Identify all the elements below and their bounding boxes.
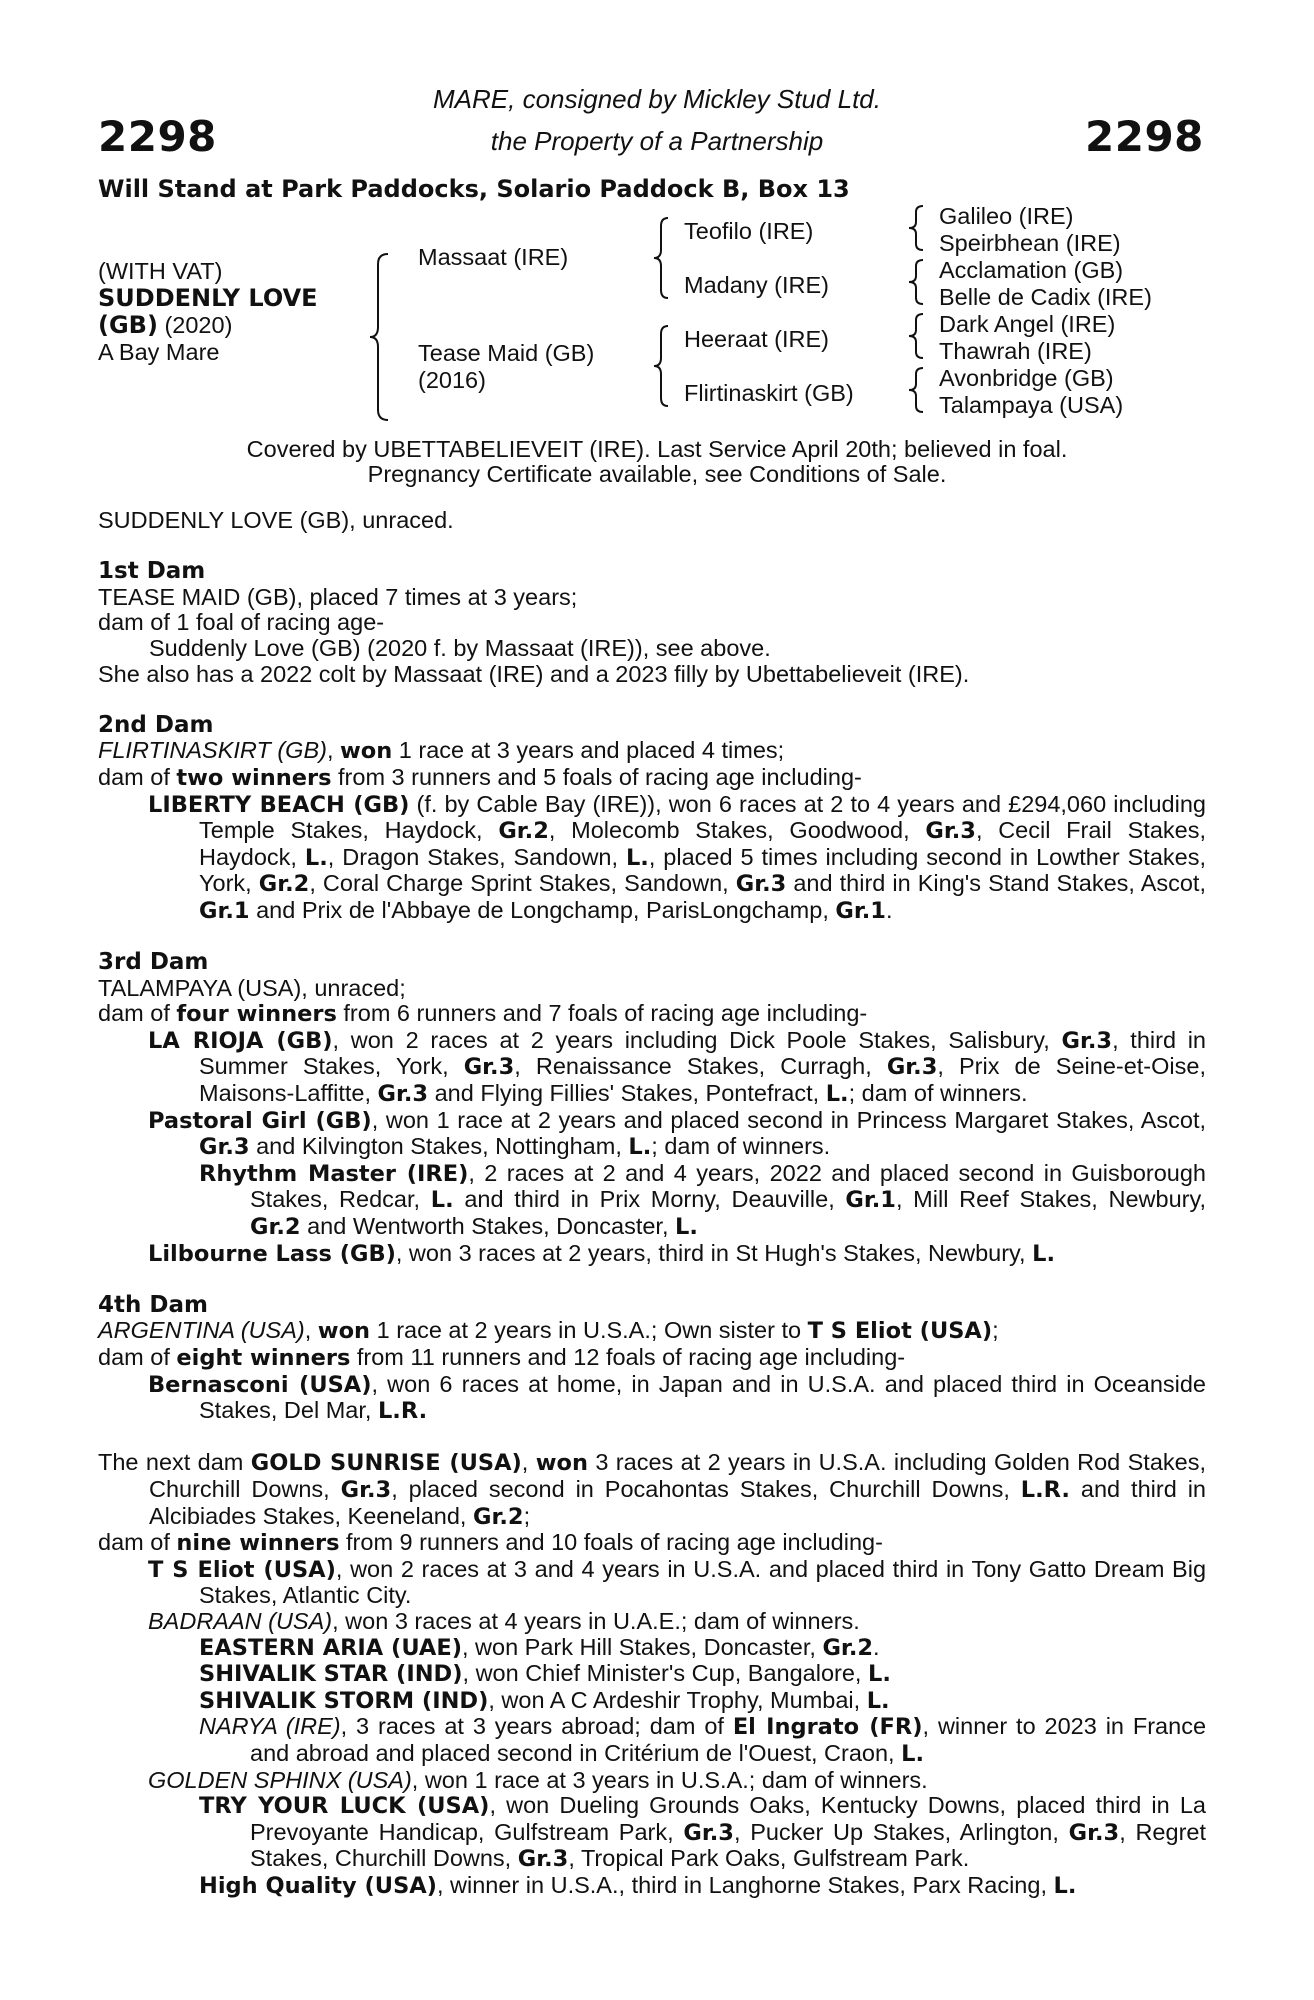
entry-name: Pastoral Girl (GB): [148, 1107, 372, 1134]
next-dam-entry: SHIVALIK STORM (IND), won A C Ardeshir Trophy, Mumbai, L.: [199, 1686, 890, 1714]
pedigree-brace-g1: [907, 204, 927, 252]
pedigree-brace-main: [368, 252, 392, 422]
entry-name: LIBERTY BEACH (GB): [148, 791, 410, 818]
entry-name: Rhythm Master (IRE): [199, 1160, 469, 1187]
next-dam-entry: GOLDEN SPHINX (USA), won 1 race at 3 years in U.S.A.; dam of winners.: [148, 1766, 928, 1793]
dam3-entry: Rhythm Master (IRE), 2 races at 2 and 4 years, 2022 and placed second in Guisborough Stakes, Redcar, L. and third in Prix Morny, Deauville, Gr.1, Mill Reef Stakes, Newbury, Gr.2 and Wentworth Stakes, Doncaster, L.: [199, 1159, 1207, 1241]
entry-name: High Quality (USA): [199, 1872, 437, 1899]
pedigree-gen3-5: Dark Angel (IRE): [939, 311, 1116, 337]
pedigree-gen3-3: Acclamation (GB): [939, 257, 1124, 283]
pedigree-sire-dam: Madany (IRE): [684, 272, 829, 298]
intro-line: SUDDENLY LOVE (GB), unraced.: [98, 507, 454, 533]
entry-name: TRY YOUR LUCK (USA): [199, 1793, 490, 1820]
catalogue-body: [98, 508, 1206, 1899]
pedigree-gen3-1: Galileo (IRE): [939, 203, 1074, 229]
pedigree-brace-dam: [652, 324, 672, 408]
entry-name: SHIVALIK STAR (IND): [199, 1661, 463, 1688]
pedigree-brace-g2: [907, 258, 927, 306]
pedigree-gen3-8: Talampaya (USA): [939, 392, 1124, 418]
pregnancy-note: Pregnancy Certificate available, see Conditions of Sale.: [367, 461, 947, 487]
horse-name: SUDDENLY LOVE: [98, 284, 318, 312]
dam4-entry: Bernasconi (USA), won 6 races at home, in Japan and in U.S.A. and placed third in Oceanside Stakes, Del Mar, L.R.: [148, 1370, 1206, 1425]
entry-name: Bernasconi (USA): [148, 1371, 372, 1398]
dam3-produce-summary: dam of four winners from 6 runners and 7 foals of racing age including-: [98, 1000, 868, 1028]
horse-origin-year: [98, 312, 232, 339]
dam1-foals: dam of 1 foal of racing age-: [98, 609, 385, 636]
pedigree-dam-dam: Flirtinaskirt (GB): [684, 380, 854, 406]
dam4-produce-summary: dam of eight winners from 11 runners and 12 foals of racing age including-: [98, 1344, 906, 1371]
dam4-line: ARGENTINA (USA), won 1 race at 2 years in U.S.A.; Own sister to T S Eliot (USA);: [98, 1317, 999, 1345]
lot-number-left: 2298: [98, 112, 217, 161]
entry-name: BADRAAN (USA): [148, 1607, 333, 1634]
next-dam-entry: EASTERN ARIA (UAE), won Park Hill Stakes, Doncaster, Gr.2.: [199, 1633, 880, 1661]
covering-note: Covered by UBETTABELIEVEIT (IRE). Last Service April 20th; believed in foal.: [246, 436, 1068, 462]
pedigree-brace-sire: [652, 216, 672, 300]
horse-origin: (GB): [98, 311, 158, 339]
dam2-line: FLIRTINASKIRT (GB), won 1 race at 3 years and placed 4 times;: [98, 737, 785, 765]
entry-name: EASTERN ARIA (UAE): [199, 1634, 462, 1661]
entry-name: T S Eliot (USA): [148, 1556, 336, 1583]
pedigree-gen3-7: Avonbridge (GB): [939, 365, 1114, 391]
next-dam-entry: SHIVALIK STAR (IND), won Chief Minister's Cup, Bangalore, L.: [199, 1660, 891, 1688]
dam1-heading: 1st Dam: [98, 558, 206, 585]
next-dam-entry: High Quality (USA), winner in U.S.A., third in Langhorne Stakes, Parx Racing, L.: [199, 1871, 1077, 1899]
dam1-produce: Suddenly Love (GB) (2020 f. by Massaat (IRE)), see above.: [149, 634, 771, 661]
dam3-heading: 3rd Dam: [98, 949, 209, 976]
horse-year: (2020): [157, 312, 233, 338]
dam2-entry: LIBERTY BEACH (GB) (f. by Cable Bay (IRE)), won 6 races at 2 to 4 years and £294,060 including Temple Stakes, Haydock, Gr.2, Molecomb Stakes, Goodwood, Gr.3, Cecil Frail Stakes, Haydock, L., Dragon Stakes, Sandown, L., placed 5 times including second in Lowther Stakes, York, Gr.2, Coral Charge Sprint Stakes, Sandown, Gr.3 and third in King's Stand Stakes, Ascot, Gr.1 and Prix de l'Abbaye de Longchamp, ParisLongchamp, Gr.1.: [148, 790, 1206, 924]
next-dam-line: The next dam GOLD SUNRISE (USA), won 3 races at 2 years in U.S.A. including Golden Rod Stakes, Churchill Downs, Gr.3, placed second in Pocahontas Stakes, Churchill Downs, L.R. and third in Alcibiades Stakes, Keeneland, Gr.2;: [98, 1449, 1207, 1530]
entry-name: SHIVALIK STORM (IND): [199, 1687, 489, 1714]
next-dam-entry: T S Eliot (USA), won 2 races at 3 and 4 years in U.S.A. and placed third in Tony Gatto Dream Big Stakes, Atlantic City.: [148, 1555, 1207, 1609]
pedigree-gen3-2: Speirbhean (IRE): [939, 230, 1121, 256]
pedigree-brace-g3: [907, 312, 927, 360]
vat-label: (WITH VAT): [98, 258, 223, 284]
entry-name: Lilbourne Lass (GB): [148, 1240, 396, 1267]
stand-location: Will Stand at Park Paddocks, Solario Paddock B, Box 13: [98, 175, 850, 203]
entry-name: GOLDEN SPHINX (USA): [148, 1766, 412, 1793]
dam3-entry: Pastoral Girl (GB), won 1 race at 2 years and placed second in Princess Margaret Stakes, Ascot, Gr.3 and Kilvington Stakes, Nottingham, L.; dam of winners.: [148, 1106, 1206, 1161]
pedigree-sire-sire: Teofilo (IRE): [684, 218, 814, 244]
pedigree-gen3-6: Thawrah (IRE): [939, 338, 1092, 364]
pedigree-dam: Tease Maid (GB): [418, 340, 595, 366]
entry-name: LA RIOJA (GB): [148, 1027, 333, 1054]
horse-description: A Bay Mare: [98, 339, 220, 365]
dam4-heading: 4th Dam: [98, 1291, 208, 1318]
dam1-additional: She also has a 2022 colt by Massaat (IRE) and a 2023 filly by Ubettabelieveit (IRE).: [98, 660, 970, 687]
dam1-line: TEASE MAID (GB), placed 7 times at 3 years;: [98, 583, 578, 610]
pedigree-dam-year: (2016): [418, 367, 486, 393]
next-dam-entry: BADRAAN (USA), won 3 races at 4 years in U.A.E.; dam of winners.: [148, 1607, 860, 1634]
pedigree-sire: Massaat (IRE): [418, 244, 569, 270]
next-dam-entry: TRY YOUR LUCK (USA), won Dueling Grounds Oaks, Kentucky Downs, placed third in La Prevoyante Handicap, Gulfstream Park, Gr.3, Pucker Up Stakes, Arlington, Gr.3, Regret Stakes, Churchill Downs, Gr.3, Tropical Park Oaks, Gulfstream Park.: [199, 1792, 1206, 1873]
next-dam-entry: NARYA (IRE), 3 races at 3 years abroad; dam of El Ingrato (FR), winner to 2023 in France and abroad and placed second in Critérium de l'Ouest, Craon, L.: [199, 1713, 1207, 1767]
dam2-heading: 2nd Dam: [98, 711, 214, 738]
next-dam-produce-summary: dam of nine winners from 9 runners and 10 foals of racing age including-: [98, 1529, 883, 1557]
entry-name: NARYA (IRE): [199, 1713, 341, 1740]
dam2-name: FLIRTINASKIRT (GB): [98, 737, 327, 764]
lot-number-right: 2298: [1085, 112, 1204, 161]
dam3-entry: Lilbourne Lass (GB), won 3 races at 2 years, third in St Hugh's Stakes, Newbury, L.: [148, 1239, 1055, 1267]
dam2-produce-summary: dam of two winners from 3 runners and 5 foals of racing age including-: [98, 763, 862, 791]
dam3-entry: LA RIOJA (GB), won 2 races at 2 years including Dick Poole Stakes, Salisbury, Gr.3, third in Summer Stakes, York, Gr.3, Renaissance Stakes, Curragh, Gr.3, Prix de Seine-et-Oise, Maisons-Laffitte, Gr.3 and Flying Fillies' Stakes, Pontefract, L.; dam of winners.: [148, 1026, 1206, 1108]
pedigree-brace-g4: [907, 366, 927, 414]
dam3-line: TALAMPAYA (USA), unraced;: [98, 974, 406, 1001]
consignor-line: MARE, consigned by Mickley Stud Ltd.: [433, 84, 881, 114]
pedigree-dam-sire: Heeraat (IRE): [684, 326, 829, 352]
property-line: the Property of a Partnership: [490, 126, 824, 156]
pedigree-gen3-4: Belle de Cadix (IRE): [939, 284, 1152, 310]
